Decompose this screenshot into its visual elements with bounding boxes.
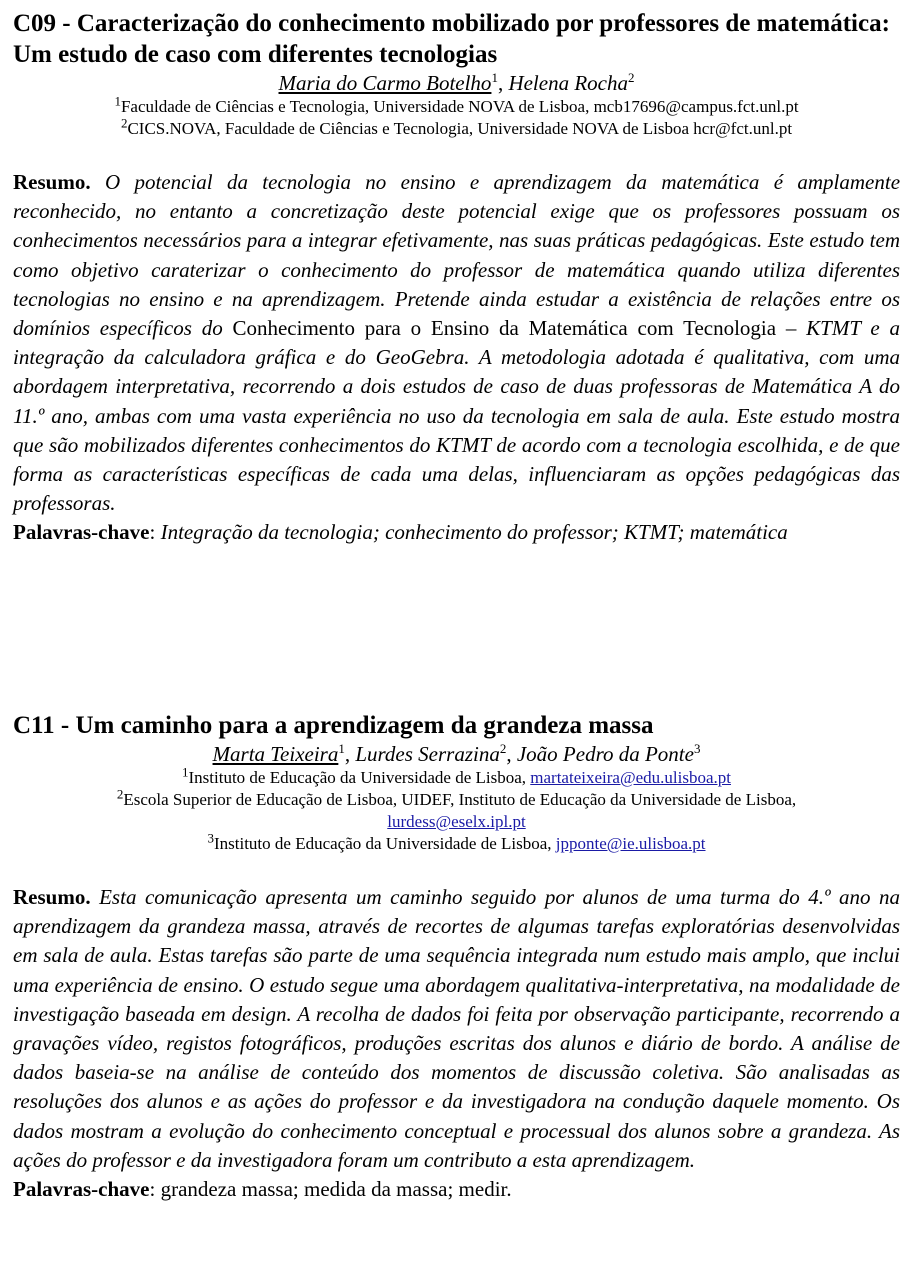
- abstract-paragraph: Resumo. O potencial da tecnologia no ensino e aprendizagem da matemática é amplamente reconhecido, no entanto a concretização deste potencial exige que os professores possuam os conhecimentos necessários para a integrar efetivamente, nas suas práticas pedagógicas. Este estudo tem como objetivo caraterizar o conhecimento do professor de matemática quando utiliza diferentes tecnologias no ensino e na aprendizagem. Pretende ainda estudar a existência de relações entre os domínios específicos do Conhecimento para o Ensino da Matemática com Tecnologia – KTMT e a integração da calculadora gráfica e do GeoGebra. A metodologia adotada é qualitativa, com uma abordagem interpretativa, recorrendo a dois estudos de caso de duas professoras de Matemática A do 11.º ano, ambas com uma vasta experiência no uso da tecnologia em sala de aula. Este estudo mostra que são mobilizados diferentes conhecimentos do KTMT de acordo com a tecnologia escolhida, e de que forma as características específicas de cada uma delas, influenciaram as opções pedagógicas das professoras.: [13, 170, 901, 516]
- keywords-label: Palavras-chave: [13, 1177, 150, 1202]
- abstract-label: Resumo: [13, 885, 86, 909]
- affiliation-sup: 2: [116, 786, 124, 802]
- author-name: Helena Rocha: [508, 71, 628, 95]
- affiliation-sup: 3: [207, 830, 214, 846]
- abstract-section-c11: [13, 710, 900, 1204]
- abstract-text: Esta comunicação apresenta um caminho seguido por alunos de uma turma do 4.º ano na aprendizagem da grandeza massa, através de recortes de algumas tarefas exploratórias desenvolvidas em sala de aula. Estas tarefas são parte de uma sequência integrada num estudo mais amplo, que inclui uma experiência de ensino. O estudo segue uma abordagem qualitativa-interpretativa, na modalidade de investigação baseada em design. A recolha de dados foi feita por observação participante, recorrendo a gravações vídeo, registos fotográficos, produções escritas dos alunos e diário de bordo. A análise de dados baseia-se na análise de conteúdo dos momentos de discussão coletiva. São analisadas as resoluções dos alunos e as ações do professor e da investigadora na condução daquele momento. Os dados mostram a evolução do conhecimento conceptual e processual dos alunos sobre a grandeza. As ações do professor e da investigadora foram um contributo a esta aprendizagem.: [13, 885, 900, 1172]
- affiliation-line: [13, 115, 900, 140]
- affiliation-text: Escola Superior de Educação de Lisboa, UIDEF, Instituto de Educação da Universidade de Lisboa,: [123, 790, 797, 809]
- spacer: [13, 855, 900, 883]
- author-sup: 2: [499, 741, 507, 756]
- affiliation-text: Instituto de Educação da Universidade de Lisboa,: [188, 768, 531, 787]
- affiliation-line: [13, 93, 900, 118]
- abstract-text: KTMT e a integração da calculadora gráfica e do GeoGebra. A metodologia adotada é qualitativa, com uma abordagem interpretativa, recorrendo a dois estudos de caso de duas professoras de Matemática A do 11.º ano, ambas com uma vasta experiência no uso da tecnologia em sala de aula. Este estudo mostra que são mobilizados diferentes conhecimentos do KTMT de acordo com a tecnologia escolhida, e de que forma as características específicas de cada uma delas, influenciaram as opções pedagógicas das professoras.: [13, 316, 900, 516]
- section-title: C09 - Caracterização do conhecimento mobilizado por professores de matemática: Um estudo de caso com diferentes tecnologias: [13, 10, 890, 68]
- author-sup: 3: [693, 741, 701, 756]
- author-name: João Pedro da Ponte: [516, 742, 694, 766]
- keywords-line: Palavras-chave: Integração da tecnologia; conhecimento do professor; KTMT; matemática: [13, 520, 788, 545]
- author-name-presenter: Maria do Carmo Botelho: [278, 71, 492, 95]
- author-sup: 1: [491, 70, 498, 85]
- section-title: C11 - Um caminho para a aprendizagem da grandeza massa: [13, 712, 654, 739]
- abstract-paragraph: Resumo. Esta comunicação apresenta um caminho seguido por alunos de uma turma do 4.º ano na aprendizagem da grandeza massa, através de recortes de algumas tarefas exploratórias desenvolvidas em sala de aula. Estas tarefas são parte de uma sequência integrada num estudo mais amplo, que inclui uma experiência de ensino. O estudo segue uma abordagem qualitativa-interpretativa, na modalidade de investigação baseada em design. A recolha de dados foi feita por observação participante, recorrendo a gravações vídeo, registos fotográficos, produções escritas dos alunos e diário de bordo. A análise de dados baseia-se na análise de conteúdo dos momentos de discussão coletiva. São analisadas as resoluções dos alunos e as ações do professor e da investigadora na condução daquele momento. Os dados mostram a evolução do conhecimento conceptual e processual dos alunos sobre a grandeza. As ações do professor e da investigadora foram um contributo a esta aprendizagem.: [13, 885, 900, 1172]
- author-separator: ,: [506, 742, 517, 766]
- author-sup: 2: [627, 70, 635, 85]
- affiliation-sup: 1: [182, 764, 189, 780]
- author-line: [13, 70, 900, 96]
- author-name-presenter: Marta Teixeira: [212, 742, 339, 766]
- keywords-label: Palavras-chave: [13, 520, 150, 545]
- author-separator: ,: [497, 71, 509, 95]
- email-link[interactable]: lurdess@eselx.ipl.pt: [387, 812, 526, 831]
- abstract-label: Resumo: [13, 170, 86, 194]
- author-name: Lurdes Serrazina: [355, 742, 500, 766]
- keywords-line: Palavras-chave: grandeza massa; medida da massa; medir.: [13, 1177, 512, 1202]
- affiliation-line: [13, 830, 900, 855]
- author-line: [13, 741, 900, 767]
- affiliation-text: Instituto de Educação da Universidade de Lisboa,: [213, 834, 556, 853]
- affiliation-sup: 1: [114, 93, 121, 109]
- keywords-text: grandeza massa; medida da massa; medir.: [160, 1177, 512, 1202]
- abstract-section-c09: [13, 8, 900, 547]
- spacer: [13, 140, 900, 168]
- abstract-text: O potencial da tecnologia no ensino e aprendizagem da matemática é amplamente reconhecido, no entanto a concretização deste potencial exige que os professores possuam os conhecimentos necessários para a integrar efetivamente, nas suas práticas pedagógicas. Este estudo tem como objetivo caraterizar o conhecimento do professor de matemática quando utiliza diferentes tecnologias no ensino e na aprendizagem. Pretende ainda estudar a existência de relações entre os domínios específicos do: [13, 170, 901, 341]
- affiliation-text: CICS.NOVA, Faculdade de Ciências e Tecnologia, Universidade NOVA de Lisboa hcr@fct.unl.pt: [127, 119, 793, 138]
- affiliation-line: [13, 764, 900, 789]
- author-separator: ,: [344, 742, 356, 766]
- affiliation-text: Faculdade de Ciências e Tecnologia, Universidade NOVA de Lisboa, mcb17696@campus.fct.unl.pt: [120, 97, 799, 116]
- email-link[interactable]: martateixeira@edu.ulisboa.pt: [530, 768, 731, 787]
- email-link[interactable]: jpponte@ie.ulisboa.pt: [555, 834, 706, 853]
- keywords-text: Integração da tecnologia; conhecimento do professor; KTMT; matemática: [160, 520, 788, 545]
- abstract-text-upright: Conhecimento para o Ensino da Matemática com Tecnologia –: [232, 316, 797, 341]
- affiliation-line: [13, 786, 900, 833]
- author-sup: 1: [338, 741, 345, 756]
- affiliation-sup: 2: [120, 115, 128, 131]
